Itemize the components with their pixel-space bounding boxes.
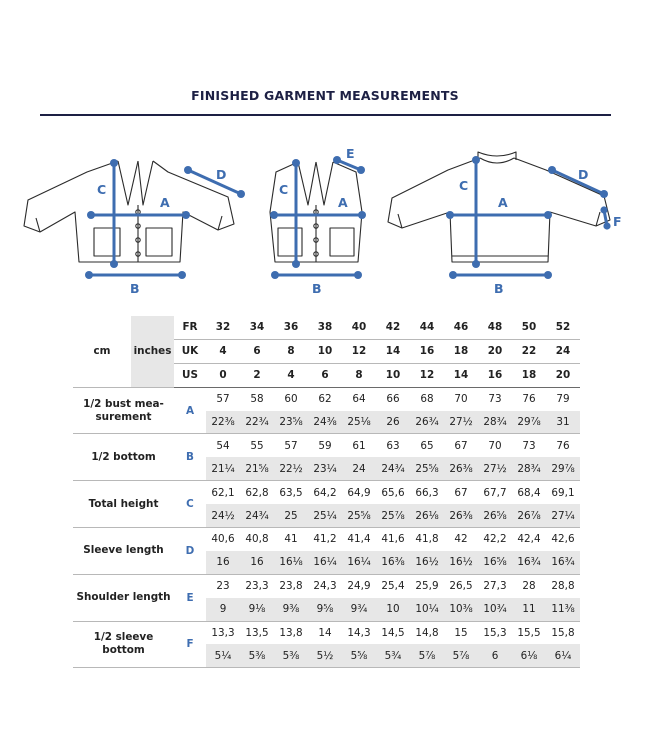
inch-value-cell: 16⅛ [274,551,308,574]
measurement-row-cm [73,434,580,457]
measurement-row-cm [73,621,580,644]
size-cell: 8 [274,339,308,363]
diagram-label-f: F [613,214,622,229]
inch-value-cell: 5¼ [206,644,240,667]
inch-value-cell: 5½ [308,644,342,667]
inch-value-cell: 16¼ [342,551,376,574]
cm-value-cell: 68,4 [517,486,541,499]
cm-value-cell: 41,8 [415,533,439,546]
cm-value-cell: 13,8 [279,627,303,640]
diagram-label-b: B [130,281,140,296]
size-cell: 38 [308,316,342,339]
cm-value-cell: 73 [522,439,536,452]
vest-sketch [270,162,362,262]
cm-value-cell: 23 [216,580,230,593]
inch-value-cell: 16½ [444,551,478,574]
size-cell: 34 [240,316,274,339]
cm-value-cell: 62,1 [211,486,235,499]
cm-value-cell: 41,2 [313,533,337,546]
inch-value-cell: 26 [376,411,410,434]
cm-value-cell: 67,7 [483,486,507,499]
cm-value-cell: 70 [454,393,468,406]
inch-value-cell: 26⅞ [512,504,546,527]
size-cell: 46 [444,316,478,339]
measurement-letter: D [174,528,206,575]
inch-value-cell: 16½ [410,551,444,574]
measurement-label [73,387,174,434]
measurement-label [73,574,174,621]
inch-value-cell: 5⅜ [274,644,308,667]
cm-value-cell: 57 [284,439,298,452]
diagram-label-c: C [97,182,107,197]
size-cell: 2 [240,363,274,387]
inch-value-cell: 9¾ [342,598,376,621]
inch-value-cell: 26⅜ [444,457,478,480]
inch-value-cell: 5⅝ [342,644,376,667]
cm-value-cell: 62 [318,393,332,406]
inch-value-cell: 25¼ [308,504,342,527]
cm-value-cell: 15,5 [517,627,541,640]
cm-value-cell: 60 [284,393,298,406]
cm-value-cell: 23,8 [279,580,303,593]
inch-value-cell: 25⅞ [376,504,410,527]
cm-value-cell: 15,3 [483,627,507,640]
cm-value-cell: 66 [386,393,400,406]
size-header-row [73,316,580,339]
size-cell: 6 [240,339,274,363]
cm-value-cell: 65 [420,439,434,452]
cm-value-cell: 14 [318,627,332,640]
inch-value-cell: 26¾ [410,411,444,434]
inch-value-cell: 16⅝ [478,551,512,574]
inch-value-cell: 25 [274,504,308,527]
diagram-label-b-3: B [494,281,504,296]
inch-value-cell: 21⅝ [240,457,274,480]
cm-value-cell: 55 [250,439,264,452]
inch-value-cell: 27¼ [546,504,580,527]
size-cell: 4 [206,339,240,363]
diagram-label-a: A [160,195,170,210]
diagram-label-d: D [216,167,227,182]
inch-value-cell: 23⅝ [274,411,308,434]
diagram-label-d-2: D [578,167,589,182]
cm-value-cell: 63,5 [279,486,303,499]
size-system-label: UK [174,339,206,363]
measurement-letter: A [174,387,206,434]
cm-value-cell: 66,3 [415,486,439,499]
size-cell: 32 [206,316,240,339]
size-cell: 44 [410,316,444,339]
cm-value-cell: 15 [454,627,468,640]
inch-value-cell: 29⅞ [512,411,546,434]
inch-value-cell: 16⅜ [376,551,410,574]
cm-value-cell: 73 [488,393,502,406]
cm-value-cell: 41,6 [381,533,405,546]
size-system-label: FR [174,316,206,339]
inch-value-cell: 25⅝ [410,457,444,480]
size-cell: 4 [274,363,308,387]
size-cell: 12 [410,363,444,387]
measurement-row-cm [73,528,580,551]
unit-inches-label: inches [131,316,174,387]
size-cell: 16 [478,363,512,387]
size-cell: 14 [444,363,478,387]
inch-value-cell: 26⅜ [444,504,478,527]
measurement-label-line1: 1/2 bottom [91,450,156,463]
inch-value-cell: 6⅛ [512,644,546,667]
cm-value-cell: 65,6 [381,486,405,499]
cm-value-cell: 14,3 [347,627,371,640]
inch-value-cell: 5⅜ [240,644,274,667]
measurement-label-line1: 1/2 bust mea- [83,397,164,410]
title-divider [40,114,611,116]
measurement-row-cm [73,481,580,504]
cm-value-cell: 24,9 [347,580,371,593]
cm-value-cell: 76 [556,439,570,452]
size-cell: 18 [512,363,546,387]
cm-value-cell: 25,4 [381,580,405,593]
inch-value-cell: 22¾ [240,411,274,434]
size-cell: 42 [376,316,410,339]
inch-value-cell: 29⅞ [546,457,580,480]
cm-value-cell: 26,5 [449,580,473,593]
size-cell: 10 [376,363,410,387]
unit-cm-label: cm [73,316,131,387]
cm-value-cell: 59 [318,439,332,452]
cm-value-cell: 14,8 [415,627,439,640]
inch-value-cell: 16¾ [512,551,546,574]
inch-value-cell: 16 [240,551,274,574]
inch-value-cell: 10⅜ [444,598,478,621]
measurement-label [73,528,174,575]
inch-value-cell: 24¾ [376,457,410,480]
cm-value-cell: 68 [420,393,434,406]
cm-value-cell: 13,3 [211,627,235,640]
cm-value-cell: 23,3 [245,580,269,593]
cm-value-cell: 15,8 [551,627,575,640]
inch-value-cell: 28¾ [478,411,512,434]
diagram-label-c-2: C [279,182,289,197]
inch-value-cell: 9⅜ [274,598,308,621]
inch-value-cell: 27½ [444,411,478,434]
size-cell: 20 [546,363,580,387]
size-cell: 14 [376,339,410,363]
inch-value-cell: 27½ [478,457,512,480]
inch-value-cell: 31 [546,411,580,434]
inch-value-cell: 9⅛ [240,598,274,621]
inch-value-cell: 10 [376,598,410,621]
measurement-letter: C [174,481,206,528]
measurement-label [73,621,174,668]
cm-value-cell: 41 [284,533,298,546]
measurement-label-line1: Sleeve length [83,544,164,557]
cm-value-cell: 64 [352,393,366,406]
diagram-label-c-3: C [459,178,469,193]
diagram-label-e: E [346,146,355,161]
inch-value-cell: 16 [206,551,240,574]
inch-value-cell: 22½ [274,457,308,480]
size-cell: 8 [342,363,376,387]
size-system-label: US [174,363,206,387]
cm-value-cell: 64,9 [347,486,371,499]
inch-value-cell: 10¾ [478,598,512,621]
cm-value-cell: 63 [386,439,400,452]
inch-value-cell: 9⅝ [308,598,342,621]
cm-value-cell: 67 [454,486,468,499]
inch-value-cell: 21¼ [206,457,240,480]
size-cell: 50 [512,316,546,339]
measurement-letter: B [174,434,206,481]
size-cell: 24 [546,339,580,363]
measurement-label-line2: surement [95,410,152,423]
cm-value-cell: 57 [216,393,230,406]
measurement-label [73,481,174,528]
cm-value-cell: 64,2 [313,486,337,499]
inch-value-cell: 9 [206,598,240,621]
inch-value-cell: 6 [478,644,512,667]
cm-value-cell: 61 [352,439,366,452]
cm-value-cell: 79 [556,393,570,406]
inch-value-cell: 6¼ [546,644,580,667]
size-cell: 22 [512,339,546,363]
cm-value-cell: 76 [522,393,536,406]
measurements-table [73,316,580,668]
inch-value-cell: 5⅞ [444,644,478,667]
cm-value-cell: 27,3 [483,580,507,593]
inch-value-cell: 23¼ [308,457,342,480]
inch-value-cell: 26⅝ [478,504,512,527]
cm-value-cell: 62,8 [245,486,269,499]
size-cell: 10 [308,339,342,363]
cm-value-cell: 69,1 [551,486,575,499]
inch-value-cell: 26⅛ [410,504,444,527]
cm-value-cell: 54 [216,439,230,452]
cm-value-cell: 58 [250,393,264,406]
size-cell: 40 [342,316,376,339]
measurement-label-line1: 1/2 sleeve bottom [93,631,154,657]
measurement-row-cm [73,574,580,597]
measurement-row-cm [73,387,580,410]
size-cell: 16 [410,339,444,363]
inch-value-cell: 5¾ [376,644,410,667]
inch-value-cell: 24½ [206,504,240,527]
diagram-label-a-3: A [498,195,508,210]
inch-value-cell: 24⅜ [308,411,342,434]
inch-value-cell: 16¼ [308,551,342,574]
cm-value-cell: 67 [454,439,468,452]
measurement-letter: E [174,574,206,621]
measurement-letter: F [174,621,206,668]
size-cell: 52 [546,316,580,339]
inch-value-cell: 24¾ [240,504,274,527]
size-cell: 12 [342,339,376,363]
size-cell: 20 [478,339,512,363]
measurement-label-line1: Total height [88,497,159,510]
cm-value-cell: 42 [454,533,468,546]
cm-value-cell: 24,3 [313,580,337,593]
size-cell: 18 [444,339,478,363]
size-cell: 36 [274,316,308,339]
inch-value-cell: 28¾ [512,457,546,480]
inch-value-cell: 5⅞ [410,644,444,667]
cm-value-cell: 70 [488,439,502,452]
inch-value-cell: 25⅝ [342,504,376,527]
size-cell: 6 [308,363,342,387]
inch-value-cell: 24 [342,457,376,480]
page-title: FINISHED GARMENT MEASUREMENTS [191,88,459,103]
diagram-label-a-2: A [338,195,348,210]
cm-value-cell: 42,2 [483,533,507,546]
cm-value-cell: 14,5 [381,627,405,640]
cm-value-cell: 42,4 [517,533,541,546]
cm-value-cell: 28,8 [551,580,575,593]
cm-value-cell: 13,5 [245,627,269,640]
cm-value-cell: 28 [522,580,536,593]
cm-value-cell: 25,9 [415,580,439,593]
cm-value-cell: 41,4 [347,533,371,546]
measurement-label-line1: Shoulder length [76,591,171,604]
inch-value-cell: 16¾ [546,551,580,574]
cm-value-cell: 40,8 [245,533,269,546]
size-cell: 48 [478,316,512,339]
cm-value-cell: 42,6 [551,533,575,546]
inch-value-cell: 22⅜ [206,411,240,434]
size-cell: 0 [206,363,240,387]
diagram-label-b-2: B [312,281,322,296]
inch-value-cell: 25⅛ [342,411,376,434]
cm-value-cell: 40,6 [211,533,235,546]
inch-value-cell: 11⅜ [546,598,580,621]
inch-value-cell: 11 [512,598,546,621]
garment-diagrams [0,140,650,300]
measurement-label [73,434,174,481]
inch-value-cell: 10¼ [410,598,444,621]
